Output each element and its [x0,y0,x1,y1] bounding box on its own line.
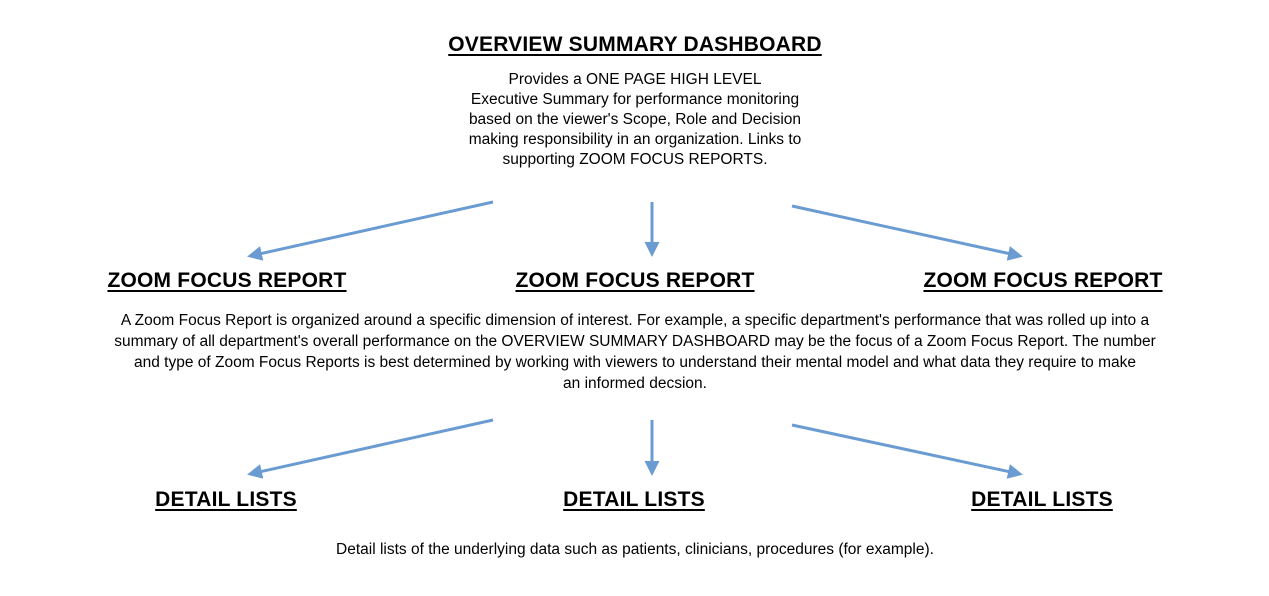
detail-lists-title-center: DETAIL LISTS [563,488,705,511]
overview-line: making responsibility in an organization. Links to [468,131,802,148]
overview-description [375,70,895,170]
overview-line: Executive Summary for performance monitoring [470,91,800,108]
zoom-line: and type of Zoom Focus Reports is best determined by working with viewers to understand their mental model and what data they require to make [134,354,1136,371]
zoom-line: an informed decsion. [563,375,707,392]
zoom-line: A Zoom Focus Report is organized around a specific dimension of interest. For example, a specific department's performance that was rolled up into a [120,312,1150,329]
detail-lists-title-right: DETAIL LISTS [971,488,1113,511]
detail-lists-description: Detail lists of the underlying data such as patients, clinicians, procedures (for example). [336,541,934,558]
zoom-line: summary of all department's overall performance on the OVERVIEW SUMMARY DASHBOARD may be the focus of a Zoom Focus Report. The number [114,333,1156,350]
arrow-overview-to-zoom-left [250,202,493,256]
zoom-focus-report-title-center: ZOOM FOCUS REPORT [515,269,755,292]
overview-line: Provides a ONE PAGE HIGH LEVEL [508,71,762,88]
zoom-focus-report-title-left: ZOOM FOCUS REPORT [107,269,347,292]
overview-title: OVERVIEW SUMMARY DASHBOARD [448,33,822,56]
detail-lists-title-left: DETAIL LISTS [155,488,297,511]
overview-line: supporting ZOOM FOCUS REPORTS. [502,151,768,168]
zoom-focus-description [15,310,1255,394]
arrow-zoom-to-detail-right [792,425,1020,474]
overview-line: based on the viewer's Scope, Role and Decision [468,111,802,128]
arrow-zoom-to-detail-left [250,420,493,474]
arrow-overview-to-zoom-right [792,206,1020,256]
zoom-focus-report-title-right: ZOOM FOCUS REPORT [923,269,1163,292]
